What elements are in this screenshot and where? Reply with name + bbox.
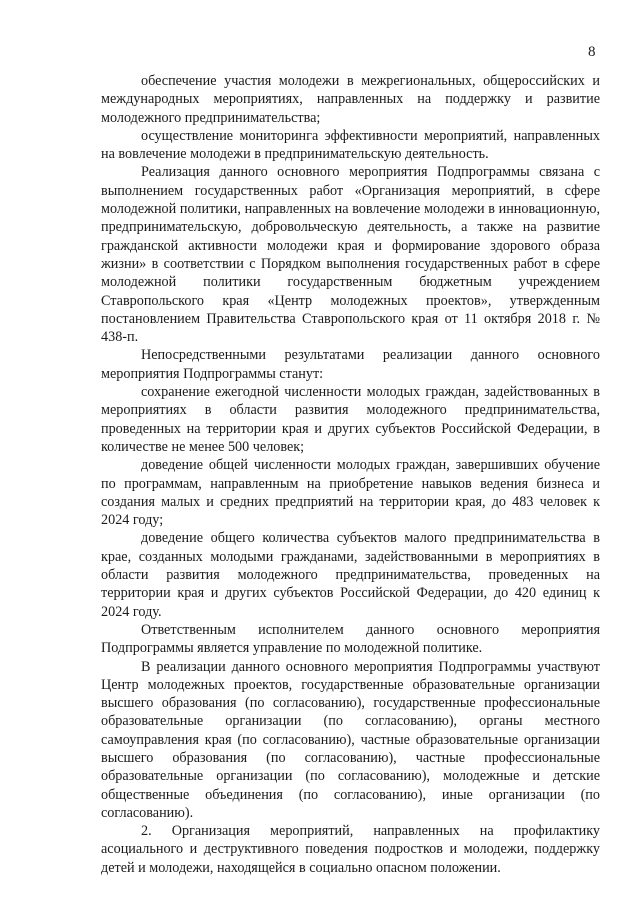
paragraph: 2. Организация мероприятий, направленных на профилактику асоциального и деструктивного поведения подростков и молодежи, поддержку детей и молодежи, находящейся в социально опасном положении.	[101, 823, 600, 876]
paragraph: доведение общего количества субъектов малого предпринимательства в крае, созданных молодыми гражданами, задействованными в мероприятиях в области развития молодежного предпринимательства, проведенных на территории края и других субъектов Российской Федерации, до 420 единиц к 2024 году.	[101, 530, 600, 620]
paragraph: Непосредственными результатами реализации данного основного мероприятия Подпрограммы станут:	[101, 347, 600, 382]
page-number: 8	[588, 44, 596, 60]
paragraph: сохранение ежегодной численности молодых граждан, задействованных в мероприятиях в области развития молодежного предпринимательства, проведенных на территории края и других субъектов Российской Федерации, в количестве не менее 500 человек;	[101, 384, 600, 455]
paragraph: В реализации данного основного мероприятия Подпрограммы участвуют Центр молодежных проектов, государственные образовательные организации высшего образования (по согласованию), государственные профессиональные образовательные организации (по согласованию), органы местного самоуправления края (по согласованию), частные образовательные организации высшего образования (по согласованию), частные профессиональные образовательные организации (по согласованию), молодежные и детские общественные объединения (по согласованию), иные организации (по согласованию).	[101, 658, 600, 821]
paragraph: осуществление мониторинга эффективности мероприятий, направленных на вовлечение молодежи в предпринимательскую деятельность.	[101, 127, 600, 163]
paragraph: доведение общей численности молодых граждан, завершивших обучение по программам, направленным на приобретение навыков ведения бизнеса и создания малых и средних предприятий на территории края, до 483 человек к 2024 году;	[101, 457, 600, 529]
paragraph: Реализация данного основного мероприятия Подпрограммы связана с выполнением государственных работ «Организация мероприятий, в сфере молодежной политики, направленных на вовлечение молодежи в инновационную, предпринимательскую, добровольческую деятельность, а также на развитие гражданской активности молодежи края и формирование здорового образа жизни» в соответствии с Порядком выполнения государственных работ в сфере молодежной политики государственным бюджетным учреждением Ставропольского края «Центр молодежных проектов», утвержденным постановлением Правительства Ставропольского края от 11 октября 2018 г. № 438-п.	[101, 164, 600, 346]
paragraph: обеспечение участия молодежи в межрегиональных, общероссийских и международных мероприятиях, направленных на поддержку и развитие молодежного предпринимательства;	[101, 73, 600, 126]
document-body	[101, 72, 600, 877]
paragraph: Ответственным исполнителем данного основного мероприятия Подпрограммы является управление по молодежной политике.	[101, 621, 600, 657]
